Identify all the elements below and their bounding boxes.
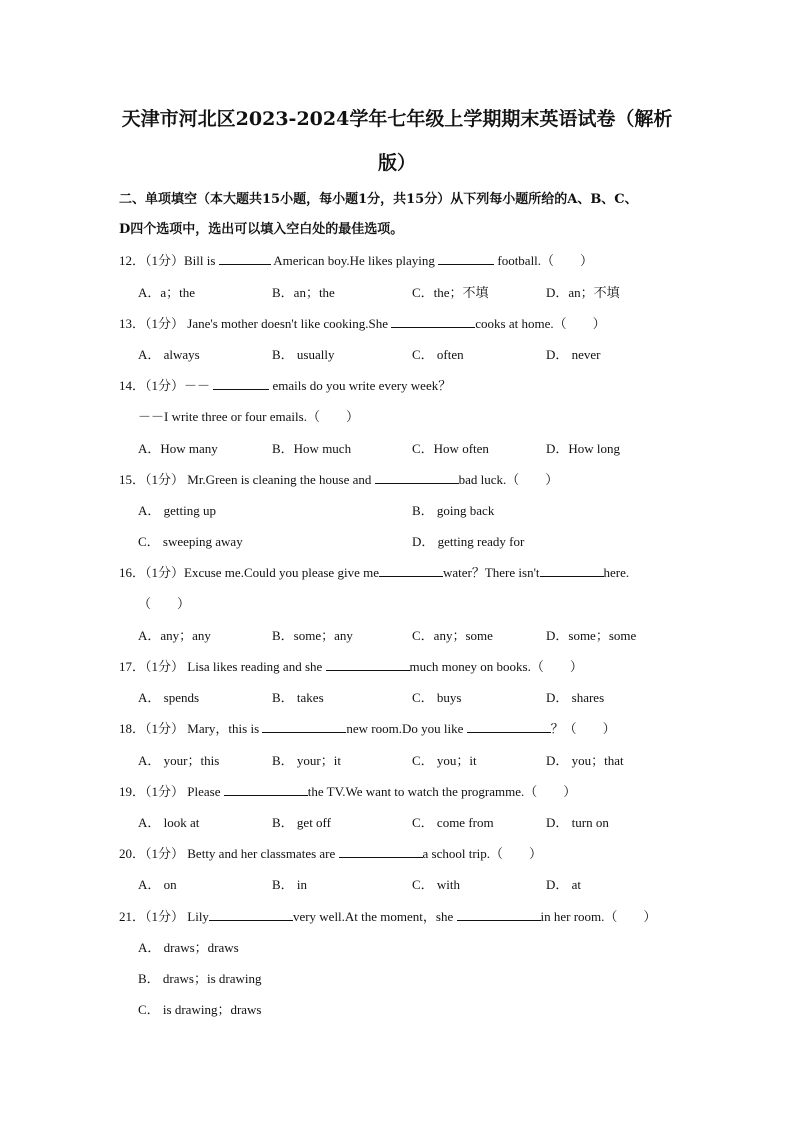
answer-blank[interactable] xyxy=(438,252,494,265)
section-instruction-continued: D四个选项中，选出可以填入空白处的最佳选项。 xyxy=(119,222,404,237)
option-b[interactable]: B． usually xyxy=(272,347,335,362)
option-c[interactable]: C．the；不填 xyxy=(412,285,489,300)
question-19: 19．（1分） Please the TV.We want to watch the programme.（ ） xyxy=(119,784,577,799)
option-a[interactable]: A． always xyxy=(138,347,200,362)
question-17: 17．（1分） Lisa likes reading and she much money on books.（ ） xyxy=(119,659,583,674)
answer-blank[interactable] xyxy=(375,471,459,484)
option-d[interactable]: D．an；不填 xyxy=(546,285,620,300)
question-12: 12．（1分）Bill is American boy.He likes playing football.（ ） xyxy=(119,253,594,268)
option-a[interactable]: A． getting up xyxy=(138,503,216,518)
option-a[interactable]: A．a；the xyxy=(138,285,196,300)
option-d[interactable]: D． at xyxy=(546,877,582,892)
option-c[interactable]: C． with xyxy=(412,877,461,892)
answer-parentheses: （ ） xyxy=(138,596,191,611)
option-c[interactable]: C． come from xyxy=(412,815,494,830)
option-d[interactable]: D． getting ready for xyxy=(412,534,525,549)
answer-blank[interactable] xyxy=(457,908,541,921)
answer-blank[interactable] xyxy=(213,377,269,390)
question-15: 15．（1分） Mr.Green is cleaning the house and bad luck.（ ） xyxy=(119,472,559,487)
answer-blank[interactable] xyxy=(540,564,604,577)
option-a[interactable]: A． draws；draws xyxy=(138,940,239,955)
option-b[interactable]: B．How much xyxy=(272,441,352,456)
option-a[interactable]: A． spends xyxy=(138,690,200,705)
question-20: 20．（1分） Betty and her classmates are a school trip.（ ） xyxy=(119,846,543,861)
answer-blank[interactable] xyxy=(326,658,410,671)
option-b[interactable]: B． going back xyxy=(412,503,495,518)
option-d[interactable]: D． shares xyxy=(546,690,605,705)
answer-blank[interactable] xyxy=(379,564,443,577)
question-18: 18．（1分） Mary，this is new room.Do you like ？（ ） xyxy=(119,721,616,736)
answer-blank[interactable] xyxy=(219,252,271,265)
page-title: 天津市河北区2023-2024学年七年级上学期期末英语试卷（解析 xyxy=(121,108,673,130)
option-b[interactable]: B． draws；is drawing xyxy=(138,971,262,986)
option-b[interactable]: B． your；it xyxy=(272,753,341,768)
answer-blank[interactable] xyxy=(209,908,293,921)
page-title-continued: 版） xyxy=(377,152,416,174)
answer-blank[interactable] xyxy=(467,720,551,733)
option-c[interactable]: C． you；it xyxy=(412,753,477,768)
answer-blank[interactable] xyxy=(262,720,346,733)
option-c[interactable]: C． buys xyxy=(412,690,462,705)
option-b[interactable]: B． in xyxy=(272,877,308,892)
option-d[interactable]: D． never xyxy=(546,347,601,362)
option-b[interactable]: B．some；any xyxy=(272,628,353,643)
option-c[interactable]: C． often xyxy=(412,347,464,362)
question-16: 16．（1分）Excuse me.Could you please give me water？There isn't here. xyxy=(119,565,630,580)
answer-blank[interactable] xyxy=(224,783,308,796)
question-14: 14．（1分）－－ emails do you write every week？ xyxy=(119,378,452,393)
option-a[interactable]: A． look at xyxy=(138,815,200,830)
question-13: 13．（1分） Jane's mother doesn't like cooking.She cooks at home.（ ） xyxy=(119,316,606,331)
answer-blank[interactable] xyxy=(391,315,475,328)
option-b[interactable]: B． get off xyxy=(272,815,331,830)
option-d[interactable]: D．How long xyxy=(546,441,621,456)
question-14-dialogue: －－I write three or four emails.（ ） xyxy=(138,409,359,424)
option-b[interactable]: B． takes xyxy=(272,690,324,705)
option-a[interactable]: A．How many xyxy=(138,441,218,456)
option-d[interactable]: D．some；some xyxy=(546,628,637,643)
option-a[interactable]: A．any；any xyxy=(138,628,211,643)
option-a[interactable]: A． on xyxy=(138,877,177,892)
option-c[interactable]: C． is drawing；draws xyxy=(138,1002,262,1017)
question-21: 21．（1分） Lily very well.At the moment，she in her room.（ ） xyxy=(119,909,657,924)
option-c[interactable]: C． sweeping away xyxy=(138,534,243,549)
option-b[interactable]: B．an；the xyxy=(272,285,335,300)
section-instruction: 二、单项填空（本大题共15小题，每小题1分，共15分）从下列每小题所给的A、B、C、 xyxy=(119,192,638,207)
option-d[interactable]: D． you；that xyxy=(546,753,624,768)
option-a[interactable]: A． your；this xyxy=(138,753,220,768)
option-c[interactable]: C．any；some xyxy=(412,628,493,643)
option-d[interactable]: D． turn on xyxy=(546,815,609,830)
answer-blank[interactable] xyxy=(339,845,423,858)
option-c[interactable]: C．How often xyxy=(412,441,489,456)
